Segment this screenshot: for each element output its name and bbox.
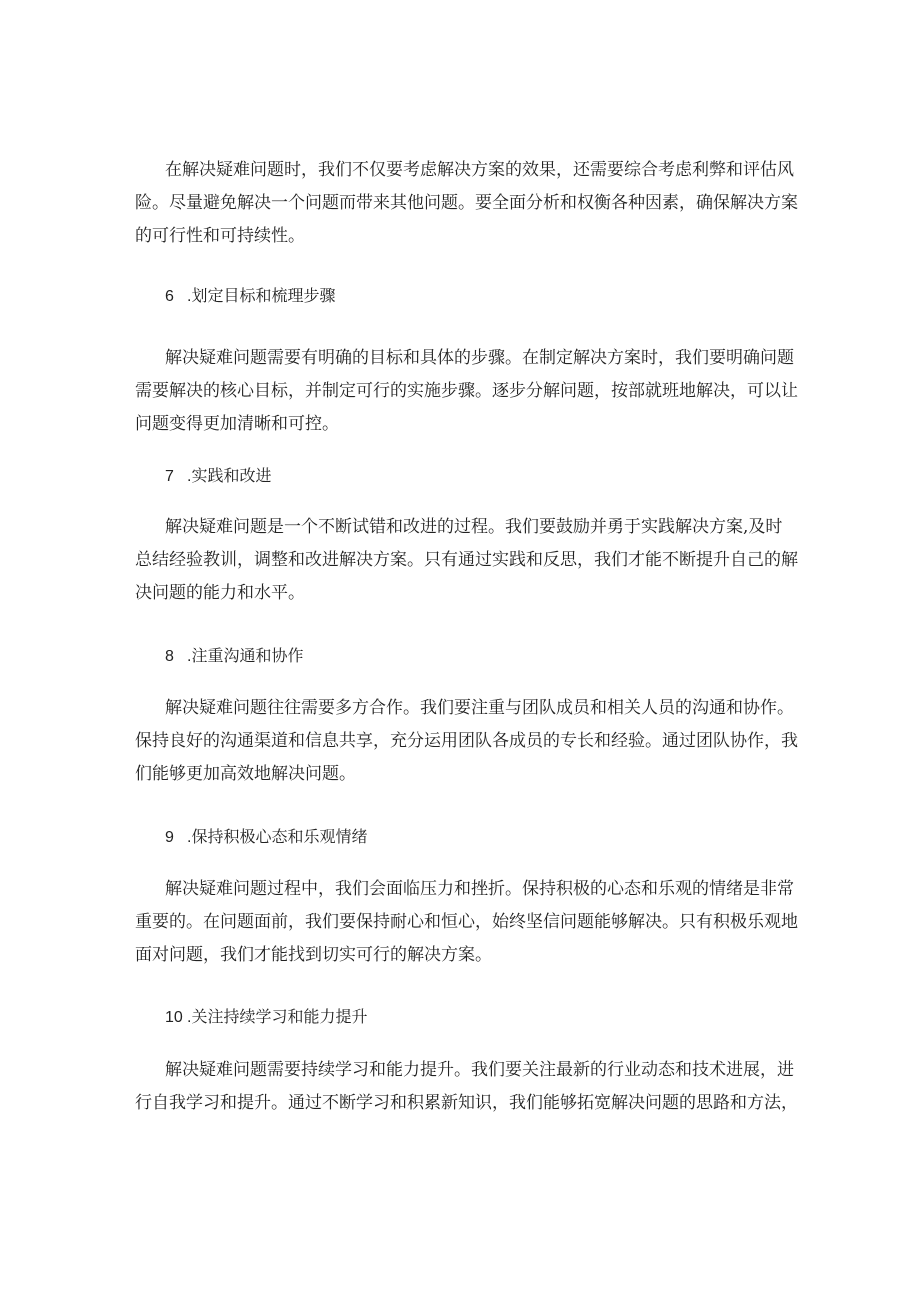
- section-heading-7: [165, 465, 271, 489]
- paragraph-line: 险。尽量避免解决一个问题而带来其他问题。要全面分析和权衡各种因素，确保解决方案: [135, 193, 798, 213]
- paragraph-line: 解决疑难问题需要持续学习和能力提升。我们要关注最新的行业动态和技术进展，进: [165, 1060, 794, 1080]
- paragraph-line: 解决疑难问题过程中，我们会面临压力和挫折。保持积极的心态和乐观的情绪是非常: [165, 879, 794, 899]
- paragraph-line: 决问题的能力和水平。: [135, 583, 305, 603]
- paragraph-line: 重要的。在问题面前，我们要保持耐心和恒心，始终坚信问题能够解决。只有积极乐观地: [135, 912, 798, 932]
- section-title: .划定目标和梳理步骤: [187, 288, 336, 305]
- paragraph-line: 解决疑难问题需要有明确的目标和具体的步骤。在制定解决方案时，我们要明确问题: [165, 348, 794, 368]
- section-number: 10: [165, 1009, 183, 1026]
- section-title: .保持积极心态和乐观情绪: [187, 829, 368, 846]
- section-number: 8: [165, 648, 174, 665]
- paragraph-line: 的可行性和可持续性。: [135, 226, 305, 246]
- paragraph-line: 行自我学习和提升。通过不断学习和积累新知识，我们能够拓宽解决问题的思路和方法，: [135, 1093, 798, 1113]
- section-title: .注重沟通和协作: [187, 648, 304, 665]
- paragraph-line: 保持良好的沟通渠道和信息共享，充分运用团队各成员的专长和经验。通过团队协作，我: [135, 731, 798, 751]
- paragraph-line: 们能够更加高效地解决问题。: [135, 764, 356, 784]
- section-title: .实践和改进: [187, 468, 272, 485]
- section-heading-9: [165, 826, 367, 850]
- paragraph-line: 在解决疑难问题时，我们不仅要考虑解决方案的效果，还需要综合考虑利弊和评估风: [165, 160, 794, 180]
- paragraph-line: 解决疑难问题是一个不断试错和改进的过程。我们要鼓励并勇于实践解决方案,及时: [165, 517, 783, 537]
- section-number: 7: [165, 468, 174, 485]
- paragraph-line: 面对问题，我们才能找到切实可行的解决方案。: [135, 945, 492, 965]
- section-heading-8: [165, 645, 303, 669]
- section-heading-10: [165, 1006, 367, 1030]
- section-number: 9: [165, 829, 174, 846]
- paragraph-line: 总结经验教训，调整和改进解决方案。只有通过实践和反思，我们才能不断提升自己的解: [135, 550, 798, 570]
- paragraph-line: 需要解决的核心目标，并制定可行的实施步骤。逐步分解问题，按部就班地解决，可以让: [135, 381, 798, 401]
- paragraph-line: 解决疑难问题往往需要多方合作。我们要注重与团队成员和相关人员的沟通和协作。: [165, 698, 794, 718]
- section-title: .关注持续学习和能力提升: [187, 1009, 368, 1026]
- section-number: 6: [165, 288, 174, 305]
- paragraph-line: 问题变得更加清晰和可控。: [135, 414, 339, 434]
- section-heading-6: [165, 285, 335, 309]
